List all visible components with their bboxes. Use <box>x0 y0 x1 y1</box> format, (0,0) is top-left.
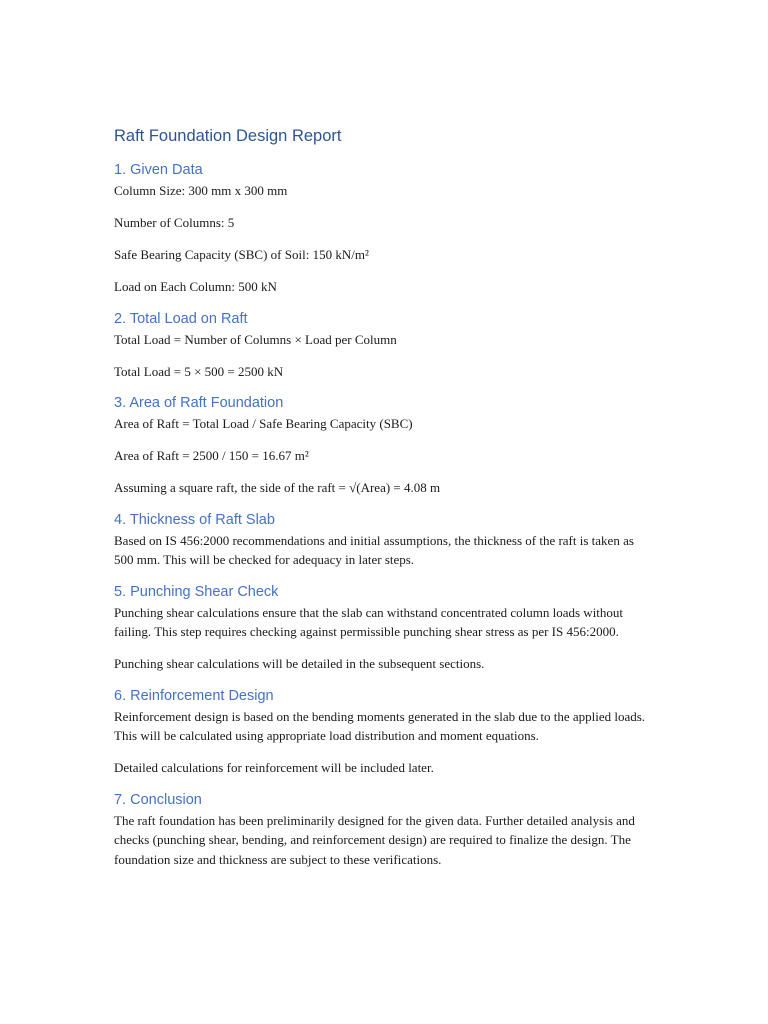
paragraph: Area of Raft = 2500 / 150 = 16.67 m² <box>114 448 309 463</box>
paragraph: Area of Raft = Total Load / Safe Bearing Capacity (SBC) <box>114 416 413 431</box>
section-punching-shear <box>114 582 654 674</box>
section-heading: 4. Thickness of Raft Slab <box>114 511 275 528</box>
paragraph: Punching shear calculations ensure that the slab can withstand concentrated column loads without failing. This step requires checking against permissible punching shear stress as per IS 456:2000. <box>114 604 624 639</box>
document-title: Raft Foundation Design Report <box>114 127 342 145</box>
section-reinforcement <box>114 686 654 778</box>
section-heading: 1. Given Data <box>114 162 203 178</box>
paragraph: Detailed calculations for reinforcement will be included later. <box>114 760 434 775</box>
section-conclusion <box>114 790 654 870</box>
paragraph: Assuming a square raft, the side of the raft = √(Area) = 4.08 m <box>114 480 441 495</box>
paragraph: Reinforcement design is based on the bending moments generated in the slab due to the applied loads. This will be calculated using appropriate load distribution and moment equations. <box>114 708 646 743</box>
paragraph: Load on Each Column: 500 kN <box>114 279 277 294</box>
paragraph: Total Load = 5 × 500 = 2500 kN <box>114 363 284 379</box>
section-given-data <box>114 160 654 297</box>
section-area-of-raft <box>114 393 654 498</box>
paragraph: The raft foundation has been preliminarily designed for the given data. Further detailed analysis and checks (punching shear, bending, and reinforcement design) are required to finalize the design. The foundation size and thickness are subject to these verifications. <box>114 812 635 867</box>
paragraph: Punching shear calculations will be detailed in the subsequent sections. <box>114 656 485 671</box>
section-thickness <box>114 510 654 570</box>
paragraph: Number of Columns: 5 <box>114 215 235 230</box>
paragraph: Column Size: 300 mm x 300 mm <box>114 183 288 198</box>
section-heading: 5. Punching Shear Check <box>114 583 279 600</box>
paragraph: Based on IS 456:2000 recommendations and initial assumptions, the thickness of the raft is taken as 500 mm. This will be checked for adequacy in later steps. <box>114 532 634 567</box>
section-total-load <box>114 309 654 382</box>
paragraph: Safe Bearing Capacity (SBC) of Soil: 150 kN/m² <box>114 247 369 262</box>
paragraph: Total Load = Number of Columns × Load per Column <box>114 331 397 347</box>
section-heading: 2. Total Load on Raft <box>114 310 248 327</box>
section-heading: 6. Reinforcement Design <box>114 687 274 704</box>
section-heading: 3. Area of Raft Foundation <box>114 395 284 411</box>
section-heading: 7. Conclusion <box>114 791 202 808</box>
